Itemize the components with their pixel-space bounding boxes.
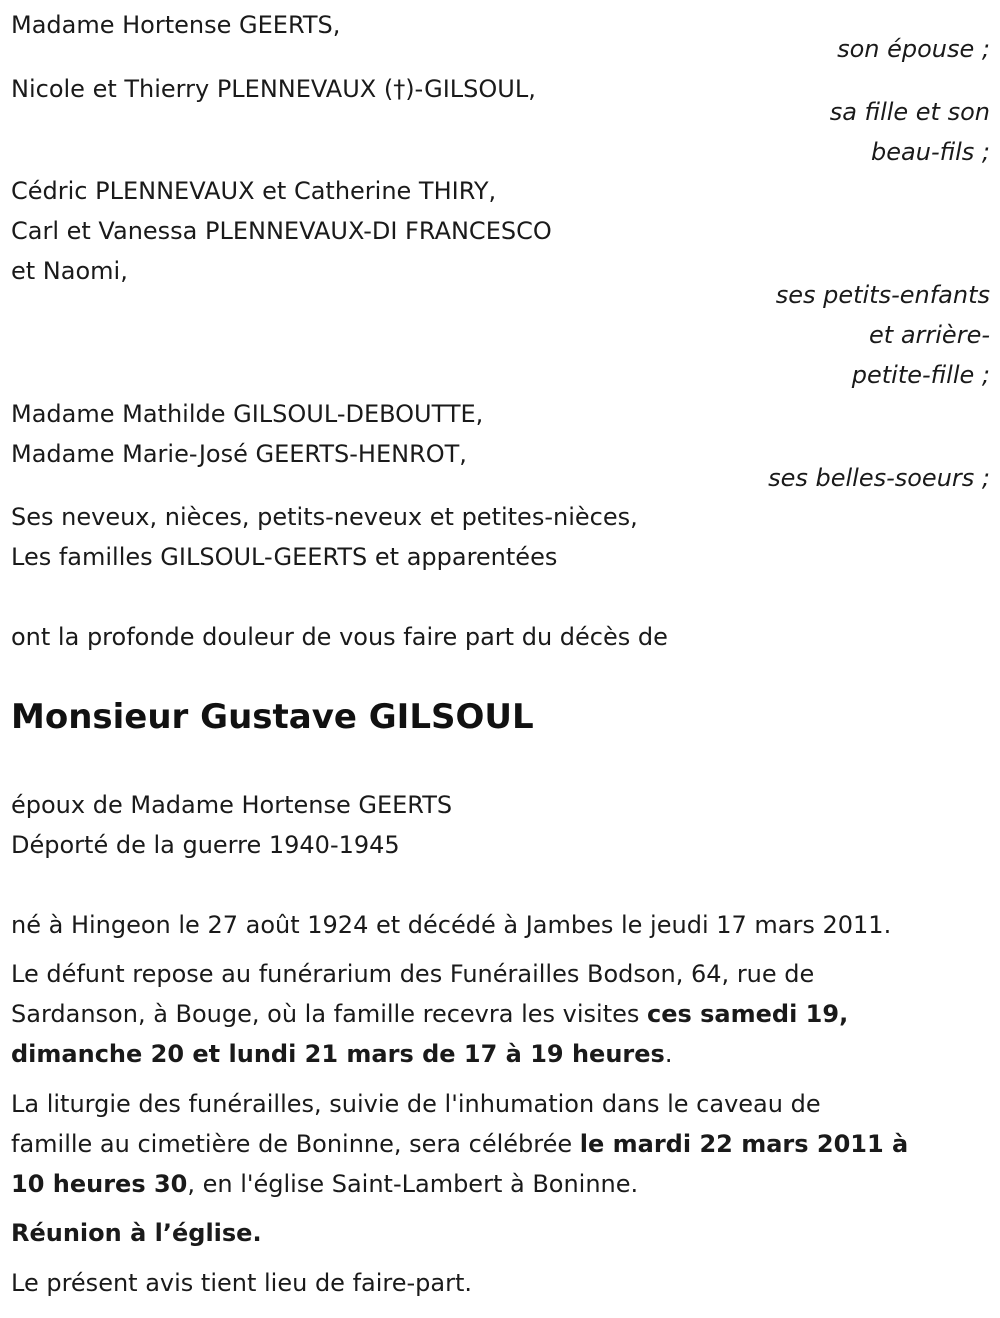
visitation-line-3 xyxy=(11,1034,672,1074)
visitation-line-2-bold: ces samedi 19, xyxy=(647,1000,849,1028)
funeral-line-1: La liturgie des funérailles, suivie de l'inhumation dans le caveau de xyxy=(11,1090,821,1118)
grandchildren-role-line-1: ses petits-enfants xyxy=(775,281,990,309)
grandchildren-line-2: Carl et Vanessa PLENNEVAUX-DI FRANCESCO xyxy=(11,217,552,245)
birth-death-line: né à Hingeon le 27 août 1924 et décédé à Jambes le jeudi 17 mars 2011. xyxy=(11,911,892,939)
children-role-line-2: beau-fils ; xyxy=(871,138,990,166)
sisters-in-law-role: ses belles-soeurs ; xyxy=(768,464,990,492)
grandchildren-role-line-2: et arrière- xyxy=(869,321,990,349)
visitation-line-3-end: . xyxy=(664,1040,673,1068)
other-relatives-line-1: Ses neveux, nièces, petits-neveux et petites-nièces, xyxy=(11,503,638,531)
funeral-line-2-text: famille au cimetière de Boninne, sera célébrée xyxy=(11,1130,580,1158)
visitation-line-3-bold: dimanche 20 et lundi 21 mars de 17 à 19 heures xyxy=(11,1040,665,1068)
spouse-role: son épouse ; xyxy=(837,35,990,63)
other-relatives-line-2: Les familles GILSOUL-GEERTS et apparentées xyxy=(11,543,558,571)
spouse-name: Madame Hortense GEERTS, xyxy=(11,11,341,39)
funeral-line-3-text: , en l'église Saint-Lambert à Boninne. xyxy=(187,1170,639,1198)
deceased-name: Monsieur Gustave GILSOUL xyxy=(11,697,534,737)
deceased-spouse-line: époux de Madame Hortense GEERTS xyxy=(11,791,453,819)
grandchildren-line-3: et Naomi, xyxy=(11,257,128,285)
sister-in-law-line-1: Madame Mathilde GILSOUL-DEBOUTTE, xyxy=(11,400,484,428)
funeral-line-2-bold: le mardi 22 mars 2011 à xyxy=(579,1130,909,1158)
funeral-line-2 xyxy=(11,1124,908,1164)
meeting-notice: Réunion à l’église. xyxy=(11,1219,262,1247)
announcement-text: ont la profonde douleur de vous faire part du décès de xyxy=(11,623,668,651)
visitation-line-2-text: Sardanson, à Bouge, où la famille recevra les visites xyxy=(11,1000,647,1028)
grandchildren-role-line-3: petite-fille ; xyxy=(851,361,990,389)
funeral-line-3-bold: 10 heures 30 xyxy=(11,1170,188,1198)
visitation-line-1: Le défunt repose au funérarium des Funérailles Bodson, 64, rue de xyxy=(11,960,815,988)
grandchildren-line-1: Cédric PLENNEVAUX et Catherine THIRY, xyxy=(11,177,497,205)
sister-in-law-line-2: Madame Marie-José GEERTS-HENROT, xyxy=(11,440,467,468)
children-role-line-1: sa fille et son xyxy=(829,98,990,126)
children-names: Nicole et Thierry PLENNEVAUX (†)-GILSOUL, xyxy=(11,75,536,103)
deceased-note-line: Déporté de la guerre 1940-1945 xyxy=(11,831,400,859)
funeral-line-3 xyxy=(11,1164,638,1204)
visitation-line-2 xyxy=(11,994,848,1034)
closing-notice: Le présent avis tient lieu de faire-part. xyxy=(11,1269,473,1297)
